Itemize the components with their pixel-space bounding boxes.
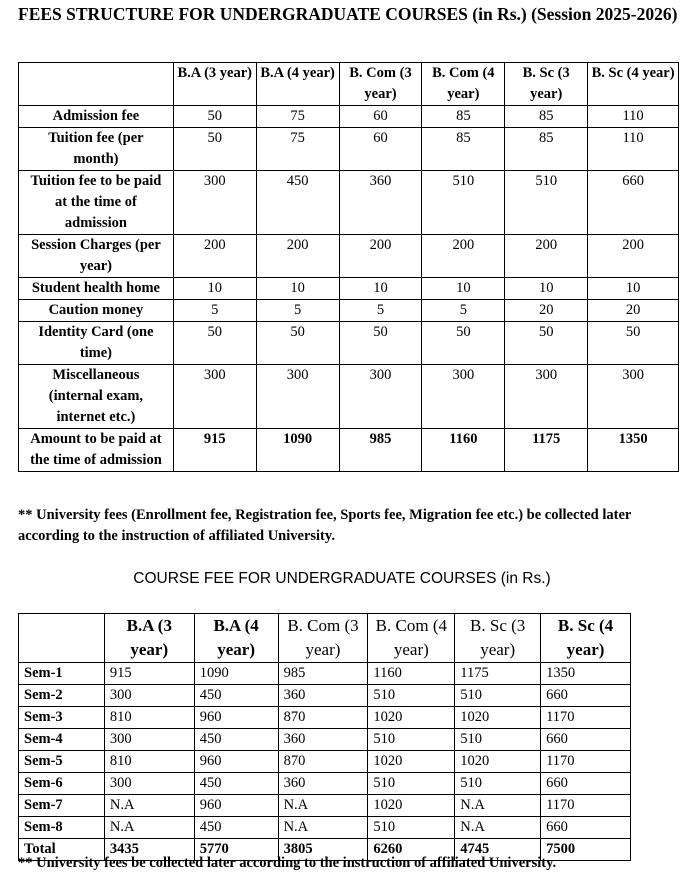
course-fee-cell: 1170: [541, 751, 631, 773]
university-fees-note: ** University fees (Enrollment fee, Registration fee, Sports fee, Migration fee etc.) be collected later according to the instruction of affiliated University.: [18, 507, 632, 544]
fees-row: [19, 365, 679, 429]
footer-note: ** University fees be collected later according to the instruction of affiliated University.: [18, 855, 557, 871]
fees-cell: 10: [173, 278, 256, 300]
fees-row-label: Student health home: [19, 278, 174, 300]
fees-cell: 1160: [422, 429, 505, 472]
fees-cell: 300: [256, 365, 339, 429]
semester-row: [19, 773, 631, 795]
fees-column-header: B.A (4 year): [256, 63, 339, 106]
course-fee-column-header: B. Sc (3 year): [455, 614, 541, 663]
course-fee-title: COURSE FEE FOR UNDERGRADUATE COURSES (in Rs.): [133, 570, 551, 587]
total-cell: 3805: [278, 839, 368, 861]
fees-cell: 75: [256, 106, 339, 128]
semester-row: [19, 729, 631, 751]
course-fee-cell: 915: [104, 663, 194, 685]
fees-cell: 300: [173, 365, 256, 429]
fees-cell: 300: [505, 365, 588, 429]
fees-cell: 85: [422, 128, 505, 171]
course-fee-cell: 1350: [541, 663, 631, 685]
course-fee-cell: 300: [104, 685, 194, 707]
fees-cell: 300: [339, 365, 422, 429]
fees-cell: 200: [422, 235, 505, 278]
fees-row: [19, 278, 679, 300]
fees-cell: 85: [505, 128, 588, 171]
course-fee-cell: 360: [278, 773, 368, 795]
course-fee-cell: 510: [455, 685, 541, 707]
fees-cell: 85: [505, 106, 588, 128]
course-fee-table: [18, 613, 631, 861]
course-fee-cell: 510: [368, 685, 455, 707]
fees-cell: 985: [339, 429, 422, 472]
course-fee-cell: 960: [194, 707, 278, 729]
course-fee-cell: 300: [104, 729, 194, 751]
fees-cell: 1090: [256, 429, 339, 472]
fees-cell: 50: [505, 322, 588, 365]
fees-row: [19, 322, 679, 365]
course-fee-cell: 660: [541, 773, 631, 795]
semester-label: Sem-1: [19, 663, 105, 685]
course-fee-cell: 360: [278, 685, 368, 707]
course-fee-cell: 960: [194, 795, 278, 817]
fees-cell: 200: [173, 235, 256, 278]
course-fee-cell: 510: [368, 729, 455, 751]
course-fee-column-header: B. Com (3 year): [278, 614, 368, 663]
fees-cell: 5: [422, 300, 505, 322]
course-fee-cell: 960: [194, 751, 278, 773]
fees-cell: 50: [422, 322, 505, 365]
course-fee-column-header: B. Sc (4 year): [541, 614, 631, 663]
total-cell: 5770: [194, 839, 278, 861]
course-fee-cell: 300: [104, 773, 194, 795]
fees-header-row: [19, 63, 679, 106]
course-fee-cell: 510: [368, 773, 455, 795]
fees-row-label: Tuition fee (per month): [19, 128, 174, 171]
course-fee-cell: 1020: [455, 751, 541, 773]
fees-cell: 5: [256, 300, 339, 322]
fees-row-label: Miscellaneous (internal exam, internet etc.): [19, 365, 174, 429]
fees-cell: 360: [339, 171, 422, 235]
fees-cell: 300: [173, 171, 256, 235]
course-fee-cell: 1090: [194, 663, 278, 685]
semester-label: Sem-3: [19, 707, 105, 729]
course-fee-cell: 510: [455, 773, 541, 795]
course-fee-cell: N.A: [104, 795, 194, 817]
course-fee-cell: 660: [541, 685, 631, 707]
total-cell: 6260: [368, 839, 455, 861]
course-fee-cell: N.A: [455, 795, 541, 817]
semester-label: Sem-5: [19, 751, 105, 773]
course-fee-cell: 660: [541, 729, 631, 751]
fees-cell: 1350: [588, 429, 679, 472]
total-label: Total: [19, 839, 105, 861]
fees-cell: 510: [422, 171, 505, 235]
course-fee-cell: 1160: [368, 663, 455, 685]
course-fee-cell: 1170: [541, 707, 631, 729]
fees-column-header: B. Sc (4 year): [588, 63, 679, 106]
fees-row-label: Session Charges (per year): [19, 235, 174, 278]
course-fee-cell: N.A: [278, 817, 368, 839]
semester-label: Sem-8: [19, 817, 105, 839]
total-cell: 4745: [455, 839, 541, 861]
semester-row: [19, 663, 631, 685]
course-fee-cell: 1170: [541, 795, 631, 817]
fees-row-label: Admission fee: [19, 106, 174, 128]
course-fee-cell: 870: [278, 751, 368, 773]
fees-cell: 110: [588, 106, 679, 128]
fees-row-label: Identity Card (one time): [19, 322, 174, 365]
fees-cell: 20: [505, 300, 588, 322]
semester-row: [19, 795, 631, 817]
fees-row-label: Caution money: [19, 300, 174, 322]
total-cell: 3435: [104, 839, 194, 861]
fees-cell: 50: [339, 322, 422, 365]
fees-structure-table: [18, 62, 679, 472]
fees-cell: 200: [505, 235, 588, 278]
fees-cell: 50: [173, 128, 256, 171]
fees-cell: 450: [256, 171, 339, 235]
fees-cell: 110: [588, 128, 679, 171]
course-fee-cell: 450: [194, 817, 278, 839]
semester-label: Sem-7: [19, 795, 105, 817]
course-fee-cell: 1020: [455, 707, 541, 729]
semester-label: Sem-2: [19, 685, 105, 707]
fees-cell: 50: [588, 322, 679, 365]
fees-row-label: Amount to be paid at the time of admission: [19, 429, 174, 472]
fees-cell: 50: [173, 322, 256, 365]
course-fee-cell: 810: [104, 707, 194, 729]
amount-at-admission-row: [19, 429, 679, 472]
fees-cell: 1175: [505, 429, 588, 472]
fees-row-label: Tuition fee to be paid at the time of admission: [19, 171, 174, 235]
course-fee-cell: N.A: [104, 817, 194, 839]
fees-cell: 10: [339, 278, 422, 300]
fees-row: [19, 128, 679, 171]
semester-row: [19, 817, 631, 839]
fees-cell: 75: [256, 128, 339, 171]
fees-cell: 200: [588, 235, 679, 278]
course-fee-cell: 510: [368, 817, 455, 839]
course-fee-cell: 450: [194, 773, 278, 795]
fees-row: [19, 300, 679, 322]
fees-cell: 660: [588, 171, 679, 235]
course-fee-column-header: B. Com (4 year): [368, 614, 455, 663]
fees-row: [19, 171, 679, 235]
semester-label: Sem-4: [19, 729, 105, 751]
semester-row: [19, 707, 631, 729]
fees-cell: 50: [256, 322, 339, 365]
fees-cell: 5: [339, 300, 422, 322]
course-fee-cell: 450: [194, 729, 278, 751]
semester-label: Sem-6: [19, 773, 105, 795]
fees-cell: 915: [173, 429, 256, 472]
course-fee-cell: 510: [455, 729, 541, 751]
fees-cell: 20: [588, 300, 679, 322]
course-fee-cell: 810: [104, 751, 194, 773]
semester-row: [19, 751, 631, 773]
course-fee-header-corner: [19, 614, 105, 663]
course-fee-cell: N.A: [278, 795, 368, 817]
fees-cell: 300: [422, 365, 505, 429]
fees-cell: 10: [256, 278, 339, 300]
fees-cell: 60: [339, 106, 422, 128]
fees-cell: 5: [173, 300, 256, 322]
course-fee-cell: 1020: [368, 751, 455, 773]
fees-cell: 10: [588, 278, 679, 300]
course-fee-column-header: B.A (4 year): [194, 614, 278, 663]
semester-row: [19, 685, 631, 707]
fees-column-header: B. Sc (3 year): [505, 63, 588, 106]
fees-cell: 60: [339, 128, 422, 171]
course-fee-cell: 450: [194, 685, 278, 707]
course-fee-cell: 870: [278, 707, 368, 729]
fees-column-header: B. Com (4 year): [422, 63, 505, 106]
fees-header-corner: [19, 63, 174, 106]
course-fee-cell: N.A: [455, 817, 541, 839]
fees-column-header: B.A (3 year): [173, 63, 256, 106]
fees-cell: 10: [422, 278, 505, 300]
course-fee-cell: 1020: [368, 707, 455, 729]
fees-row: [19, 235, 679, 278]
fees-cell: 200: [339, 235, 422, 278]
fees-column-header: B. Com (3 year): [339, 63, 422, 106]
course-fee-header-row: [19, 614, 631, 663]
course-fee-cell: 985: [278, 663, 368, 685]
page-title: FEES STRUCTURE FOR UNDERGRADUATE COURSES (in Rs.) (Session 2025-2026): [18, 4, 678, 24]
fees-cell: 10: [505, 278, 588, 300]
fees-cell: 85: [422, 106, 505, 128]
course-fee-column-header: B.A (3 year): [104, 614, 194, 663]
fees-cell: 510: [505, 171, 588, 235]
total-cell: 7500: [541, 839, 631, 861]
fees-cell: 50: [173, 106, 256, 128]
course-fee-cell: 660: [541, 817, 631, 839]
fees-cell: 200: [256, 235, 339, 278]
course-fee-cell: 1175: [455, 663, 541, 685]
fees-row: [19, 106, 679, 128]
course-fee-cell: 1020: [368, 795, 455, 817]
course-fee-cell: 360: [278, 729, 368, 751]
fees-cell: 300: [588, 365, 679, 429]
